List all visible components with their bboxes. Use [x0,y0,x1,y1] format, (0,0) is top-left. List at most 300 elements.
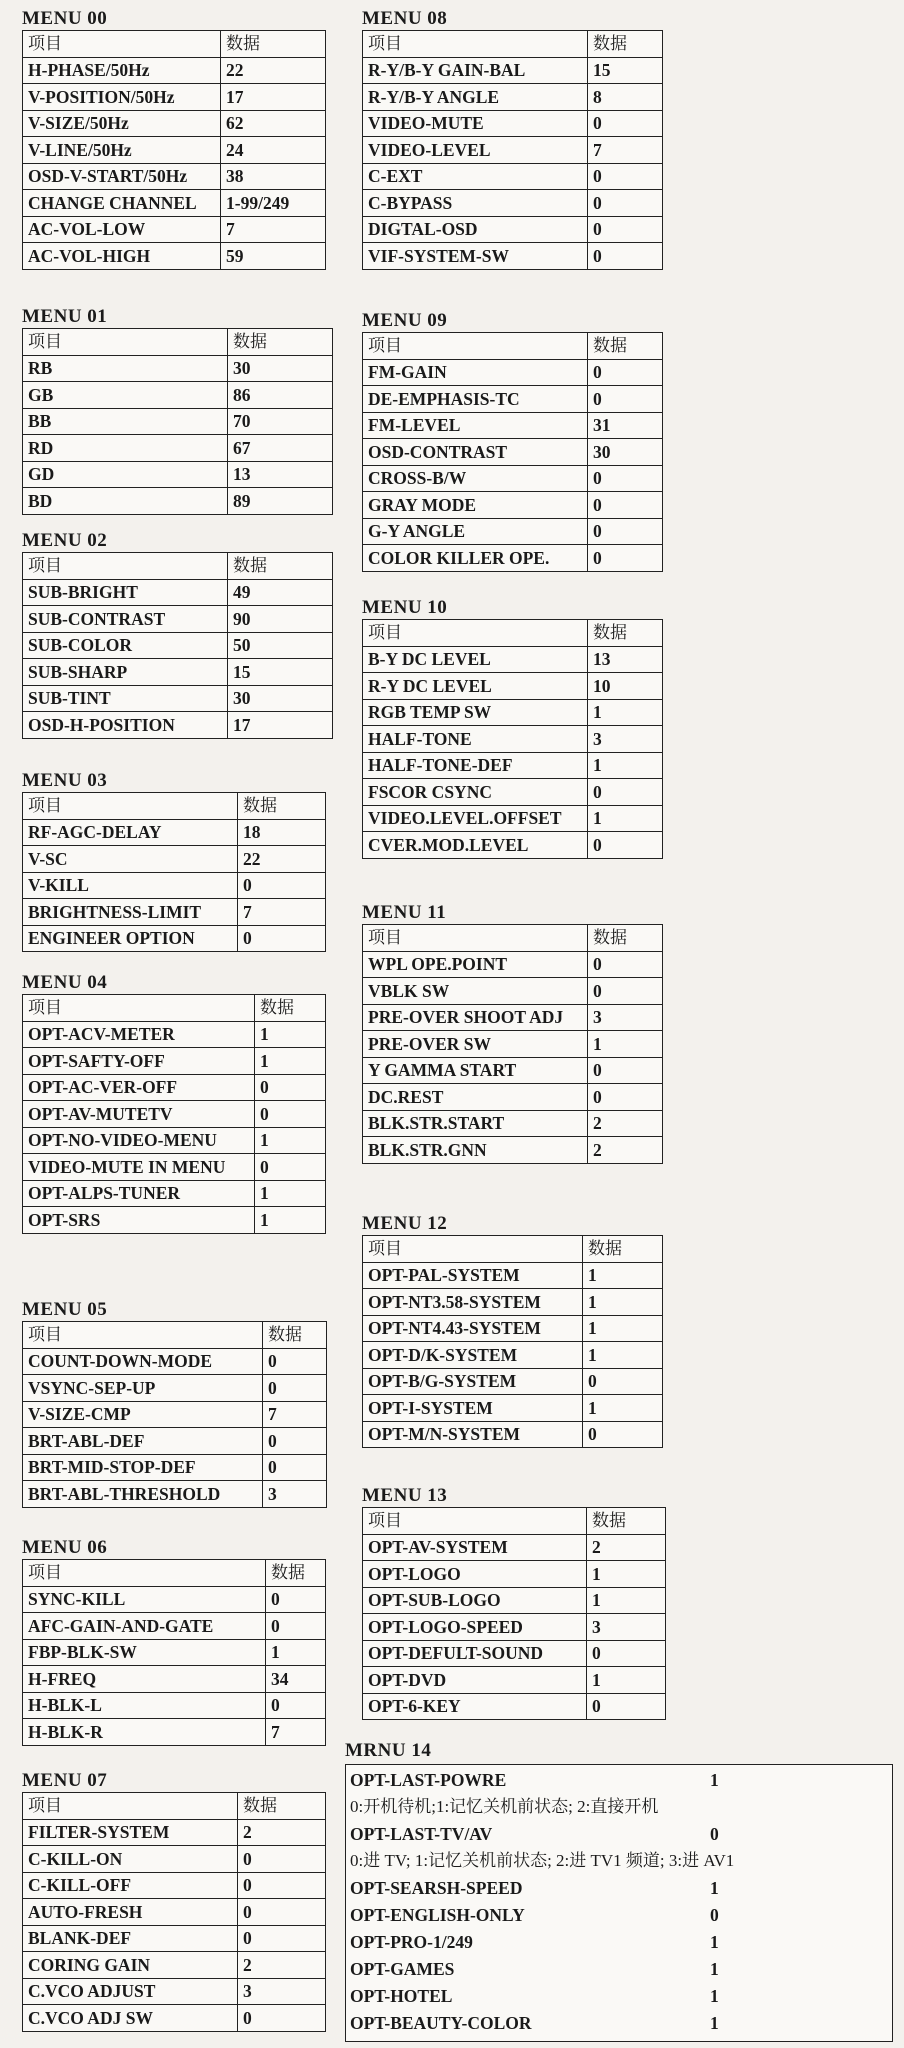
setting-name: OPT-NT3.58-SYSTEM [363,1289,583,1316]
table-header [363,620,663,647]
setting-value: 2 [588,1110,663,1137]
setting-value: 1 [583,1289,663,1316]
setting-value: 1 [587,1587,666,1614]
table-row [23,382,333,409]
table-row [363,978,663,1005]
menu-title: MENU 09 [362,310,448,331]
table-row [23,488,333,515]
menu-table [362,30,663,270]
setting-value: 0 [588,492,663,519]
menu-05 [22,1299,327,1508]
setting-value: 0 [588,978,663,1005]
table-row [363,137,663,164]
setting-value: 0 [238,2005,326,2032]
table-row [363,1421,663,1448]
setting-name: OPT-PRO-1/249 [350,1932,473,1952]
table-row [23,1819,326,1846]
setting-value: 24 [221,137,326,164]
setting-value: 1 [583,1395,663,1422]
table-row [23,1401,327,1428]
setting-name: G-Y ANGLE [363,518,588,545]
setting-name: COLOR KILLER OPE. [363,545,588,572]
setting-name: OPT-B/G-SYSTEM [363,1368,583,1395]
menu-title: MENU 04 [22,972,108,993]
setting-name: SUB-SHARP [23,659,228,686]
setting-value: 1 [587,1561,666,1588]
setting-value: 3 [588,1004,663,1031]
column-header-item: 项目 [23,1322,263,1349]
setting-name: H-PHASE/50Hz [23,57,221,84]
menu-12 [362,1213,663,1448]
setting-value: 1 [583,1342,663,1369]
table-row [23,1586,326,1613]
setting-name: CROSS-B/W [363,465,588,492]
column-header-item: 项目 [23,1793,238,1820]
setting-name: OPT-ENGLISH-ONLY [350,1905,525,1925]
setting-name: WPL OPE.POINT [363,951,588,978]
column-header-value: 数据 [228,329,333,356]
table-row [363,832,663,859]
setting-name: HALF-TONE [363,726,588,753]
setting-value: 1 [710,1986,719,2006]
setting-value: 62 [221,110,326,137]
table-row [23,1154,326,1181]
table-row [23,579,333,606]
menu-title: MENU 02 [22,530,108,551]
setting-name: AFC-GAIN-AND-GATE [23,1613,266,1640]
setting-value: 1 [587,1667,666,1694]
setting-value: 89 [228,488,333,515]
setting-name: BRIGHTNESS-LIMIT [23,899,238,926]
setting-value: 0 [263,1375,327,1402]
table-row [23,899,326,926]
setting-value: 7 [221,216,326,243]
menu-table [362,924,663,1164]
table-row [23,925,326,952]
option-row [350,2010,892,2036]
menu-01 [22,306,333,515]
setting-value: 1 [710,1878,719,1898]
setting-value: 22 [238,846,326,873]
table-row [23,2005,326,2032]
menu-title: MRNU 14 [345,1740,432,1761]
setting-value: 0 [263,1454,327,1481]
table-row [363,1315,663,1342]
option-row [350,1821,892,1847]
column-header-item: 项目 [23,995,255,1022]
setting-name: OPT-SUB-LOGO [363,1587,587,1614]
setting-name: C-EXT [363,163,588,190]
table-row [363,805,663,832]
setting-name: RB [23,355,228,382]
setting-name: FBP-BLK-SW [23,1639,266,1666]
setting-value: 1 [255,1048,326,1075]
table-row [363,1289,663,1316]
option-row [350,1902,892,1928]
table-row [363,1084,663,1111]
setting-value: 0 [588,1084,663,1111]
table-row [23,355,333,382]
setting-name: C-KILL-ON [23,1846,238,1873]
menu-table [362,1235,663,1448]
table-row [23,1207,326,1234]
column-header-value: 数据 [255,995,326,1022]
setting-value: 0 [263,1428,327,1455]
setting-value: 0 [238,872,326,899]
setting-name: BLANK-DEF [23,1925,238,1952]
table-row [23,1481,327,1508]
setting-name: AUTO-FRESH [23,1899,238,1926]
option-note: 0:开机待机;1:记忆关机前状态; 2:直接开机 [350,1797,659,1816]
table-row [363,646,663,673]
setting-name: AC-VOL-HIGH [23,243,221,270]
setting-value: 0 [583,1368,663,1395]
setting-name: CVER.MOD.LEVEL [363,832,588,859]
setting-value: 2 [587,1534,666,1561]
setting-name: C-BYPASS [363,190,588,217]
setting-name: BRT-ABL-DEF [23,1428,263,1455]
table-row [363,190,663,217]
table-row [23,1692,326,1719]
setting-name: OPT-NO-VIDEO-MENU [23,1127,255,1154]
setting-value: 1 [710,1932,719,1952]
menu-table [22,994,326,1234]
setting-value: 7 [266,1719,326,1746]
table-row [363,57,663,84]
setting-value: 0 [266,1613,326,1640]
table-row [23,1639,326,1666]
menu-08 [362,8,663,270]
menu-table [22,328,333,515]
setting-value: 0 [238,1872,326,1899]
table-row [363,1640,666,1667]
setting-value: 3 [588,726,663,753]
setting-name: OPT-LOGO [363,1561,587,1588]
menu-title: MENU 00 [22,8,108,29]
setting-name: OSD-CONTRAST [363,439,588,466]
setting-name: SUB-TINT [23,685,228,712]
table-row [363,752,663,779]
setting-name: H-BLK-R [23,1719,266,1746]
setting-name: FILTER-SYSTEM [23,1819,238,1846]
setting-value: 0 [588,951,663,978]
table-row [23,685,333,712]
table-row [23,1666,326,1693]
menu-title: MENU 08 [362,8,448,29]
setting-value: 7 [588,137,663,164]
setting-name: FSCOR CSYNC [363,779,588,806]
setting-value: 2 [588,1137,663,1164]
table-row [363,1693,666,1720]
setting-value: 22 [221,57,326,84]
setting-name: H-FREQ [23,1666,266,1693]
table-header [363,31,663,58]
setting-value: 0 [588,545,663,572]
setting-name: OPT-AV-SYSTEM [363,1534,587,1561]
menu-title: MENU 12 [362,1213,448,1234]
table-row [23,1978,326,2005]
setting-value: 0 [588,386,663,413]
column-header-value: 数据 [221,31,326,58]
setting-name: CORING GAIN [23,1952,238,1979]
setting-name: VBLK SW [363,978,588,1005]
table-row [363,518,663,545]
setting-value: 15 [228,659,333,686]
setting-name: GRAY MODE [363,492,588,519]
setting-value: 1 [255,1180,326,1207]
menu-title: MENU 05 [22,1299,108,1320]
column-header-value: 数据 [238,793,326,820]
setting-value: 1 [588,805,663,832]
setting-value: 0 [238,925,326,952]
table-row [23,1428,327,1455]
table-row [363,216,663,243]
menu-title: MENU 06 [22,1537,108,1558]
table-row [363,1395,663,1422]
setting-value: 7 [238,899,326,926]
table-header [363,333,663,360]
menu-title: MENU 03 [22,770,108,791]
table-row [363,1667,666,1694]
setting-value: 0 [266,1692,326,1719]
setting-name: BD [23,488,228,515]
setting-value: 1 [255,1207,326,1234]
column-header-value: 数据 [588,925,663,952]
table-row [23,606,333,633]
setting-name: BRT-ABL-THRESHOLD [23,1481,263,1508]
setting-name: VIDEO.LEVEL.OFFSET [363,805,588,832]
setting-value: 8 [588,84,663,111]
setting-value: 1 [710,1959,719,1979]
table-row [363,1031,663,1058]
setting-name: OPT-BEAUTY-COLOR [350,2013,532,2033]
table-row [23,1872,326,1899]
menu-02 [22,530,333,739]
setting-name: R-Y DC LEVEL [363,673,588,700]
table-header [363,1508,666,1535]
setting-value: 59 [221,243,326,270]
setting-name: OPT-SEARSH-SPEED [350,1878,523,1898]
setting-name: OPT-SRS [23,1207,255,1234]
setting-name: OPT-DEFULT-SOUND [363,1640,587,1667]
setting-name: VIDEO-LEVEL [363,137,588,164]
column-header-value: 数据 [266,1560,326,1587]
table-header [23,1560,326,1587]
setting-name: OPT-SAFTY-OFF [23,1048,255,1075]
setting-value: 0 [588,779,663,806]
setting-name: VIF-SYSTEM-SW [363,243,588,270]
setting-name: FM-LEVEL [363,412,588,439]
setting-value: 0 [587,1693,666,1720]
setting-name: BLK.STR.GNN [363,1137,588,1164]
setting-name: V-LINE/50Hz [23,137,221,164]
column-header-value: 数据 [588,620,663,647]
setting-value: 0 [255,1074,326,1101]
setting-name: COUNT-DOWN-MODE [23,1348,263,1375]
table-row [23,163,326,190]
setting-value: 7 [263,1401,327,1428]
column-header-value: 数据 [587,1508,666,1535]
table-row [363,163,663,190]
menu-table [22,30,326,270]
setting-name: R-Y/B-Y ANGLE [363,84,588,111]
option-row [350,1929,892,1955]
setting-value: 0 [588,216,663,243]
column-header-item: 项目 [23,793,238,820]
table-row [23,1454,327,1481]
setting-value: 38 [221,163,326,190]
setting-value: 1 [588,699,663,726]
setting-value: 1-99/249 [221,190,326,217]
setting-name: OPT-PAL-SYSTEM [363,1262,583,1289]
setting-name: OPT-D/K-SYSTEM [363,1342,583,1369]
setting-value: 1 [583,1315,663,1342]
table-row [23,659,333,686]
setting-value: 0 [263,1348,327,1375]
setting-value: 1 [583,1262,663,1289]
setting-value: 1 [266,1639,326,1666]
table-row [363,439,663,466]
menu-table [22,1321,327,1508]
setting-value: 0 [266,1586,326,1613]
setting-value: 13 [588,646,663,673]
setting-value: 30 [228,355,333,382]
table-row [363,1614,666,1641]
table-row [363,1004,663,1031]
setting-value: 30 [228,685,333,712]
table-row [23,846,326,873]
column-header-value: 数据 [238,1793,326,1820]
table-row [23,1719,326,1746]
setting-name: OPT-M/N-SYSTEM [363,1421,583,1448]
table-row [23,1180,326,1207]
setting-name: OSD-V-START/50Hz [23,163,221,190]
setting-name: CHANGE CHANNEL [23,190,221,217]
table-row [23,1127,326,1154]
setting-value: 0 [588,518,663,545]
setting-name: V-POSITION/50Hz [23,84,221,111]
setting-value: 15 [588,57,663,84]
menu-table [362,619,663,859]
setting-value: 0 [588,465,663,492]
setting-name: B-Y DC LEVEL [363,646,588,673]
setting-name: V-SC [23,846,238,873]
table-row [363,726,663,753]
option-row [350,1767,892,1793]
menu-09 [362,310,663,572]
table-row [363,1057,663,1084]
setting-name: ENGINEER OPTION [23,925,238,952]
table-row [23,1074,326,1101]
setting-name: OPT-AC-VER-OFF [23,1074,255,1101]
setting-name: OPT-AV-MUTETV [23,1101,255,1128]
table-row [23,712,333,739]
table-row [23,819,326,846]
setting-value: 50 [228,632,333,659]
table-row [23,1613,326,1640]
menu-table [22,552,333,739]
setting-name: OPT-6-KEY [363,1693,587,1720]
option-row [350,1875,892,1901]
table-row [363,84,663,111]
column-header-item: 项目 [363,1236,583,1263]
setting-name: BB [23,408,228,435]
column-header-item: 项目 [23,31,221,58]
menu-07 [22,1770,326,2032]
setting-name: C.VCO ADJ SW [23,2005,238,2032]
setting-name: C.VCO ADJUST [23,1978,238,2005]
setting-name: DC.REST [363,1084,588,1111]
setting-name: BLK.STR.START [363,1110,588,1137]
table-row [363,1110,663,1137]
setting-value: 1 [588,752,663,779]
table-row [23,216,326,243]
setting-value: 0 [588,110,663,137]
setting-name: H-BLK-L [23,1692,266,1719]
setting-value: 86 [228,382,333,409]
setting-value: 17 [228,712,333,739]
column-header-value: 数据 [263,1322,327,1349]
setting-name: V-KILL [23,872,238,899]
setting-value: 0 [588,163,663,190]
menu-table [22,792,326,952]
menu-table [22,1559,326,1746]
setting-value: 0 [588,359,663,386]
table-header [23,1322,327,1349]
option-row [350,1983,892,2009]
menu-table [22,1792,326,2032]
setting-value: 67 [228,435,333,462]
menu-03 [22,770,326,952]
column-header-item: 项目 [363,1508,587,1535]
setting-name: VIDEO-MUTE IN MENU [23,1154,255,1181]
option-row [350,1956,892,1982]
setting-name: BRT-MID-STOP-DEF [23,1454,263,1481]
table-row [23,872,326,899]
column-header-item: 项目 [23,553,228,580]
setting-value: 3 [263,1481,327,1508]
setting-value: 3 [587,1614,666,1641]
menu-11 [362,902,663,1164]
table-header [23,995,326,1022]
setting-name: OPT-ACV-METER [23,1021,255,1048]
table-row [23,632,333,659]
table-row [23,1925,326,1952]
setting-name: SUB-COLOR [23,632,228,659]
menu-title: MENU 10 [362,597,448,618]
column-header-value: 数据 [588,31,663,58]
setting-name: V-SIZE/50Hz [23,110,221,137]
table-row [23,461,333,488]
table-header [23,31,326,58]
setting-value: 0 [238,1925,326,1952]
setting-value: 18 [238,819,326,846]
setting-name: VIDEO-MUTE [363,110,588,137]
setting-value: 0 [588,190,663,217]
column-header-item: 项目 [363,925,588,952]
menu-14-box [345,1764,893,2042]
setting-name: OSD-H-POSITION [23,712,228,739]
menu-title: MENU 01 [22,306,108,327]
table-row [23,137,326,164]
table-row [363,1137,663,1164]
option-note: 0:进 TV; 1:记忆关机前状态; 2:进 TV1 频道; 3:进 AV1 [350,1851,735,1870]
setting-value: 90 [228,606,333,633]
setting-name: PRE-OVER SW [363,1031,588,1058]
menu-table [362,332,663,572]
menu-table [362,1507,666,1720]
setting-name: SUB-CONTRAST [23,606,228,633]
